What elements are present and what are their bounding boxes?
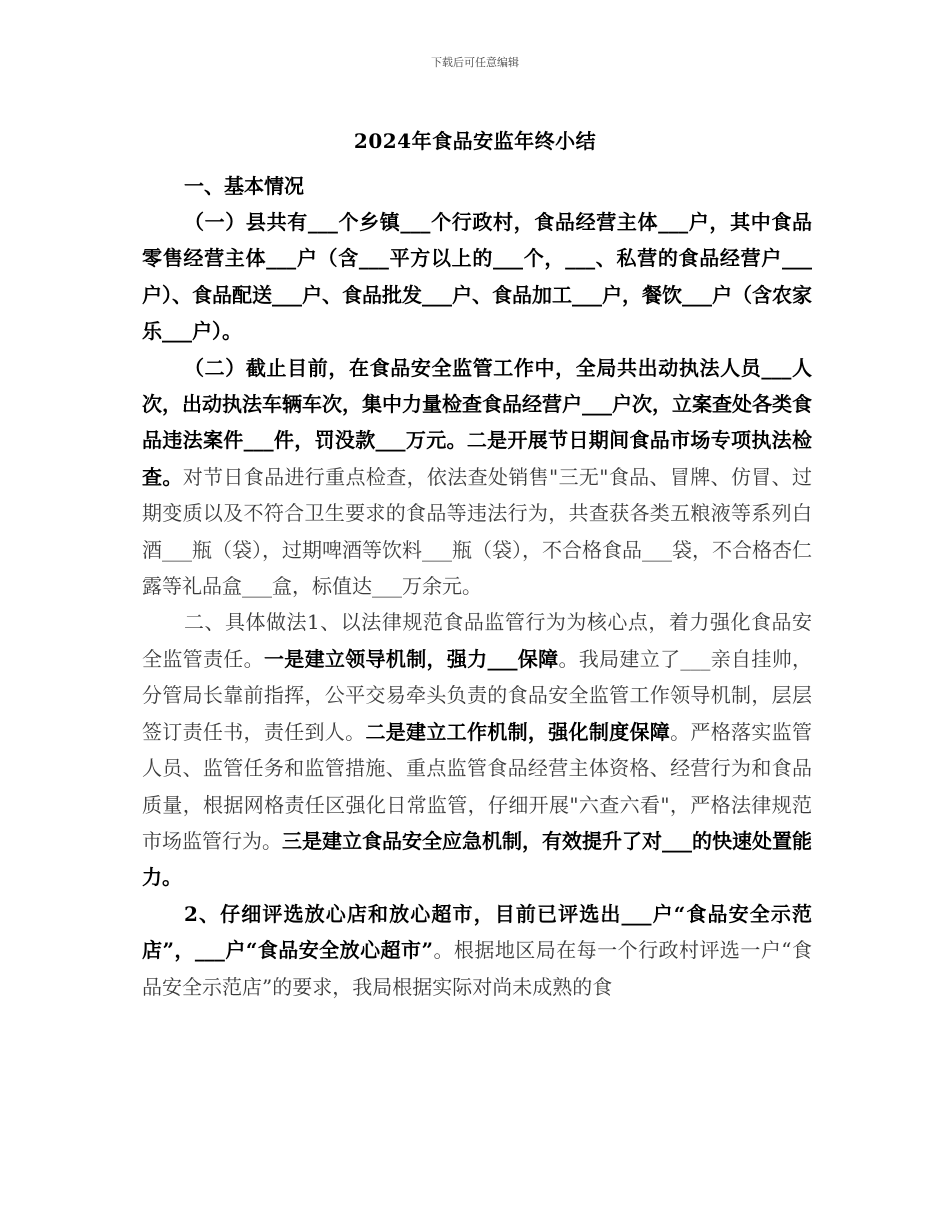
section-heading-basic-situation: 一、基本情况: [184, 174, 304, 198]
paragraph-enforcement-bold: （二）截止目前，在食品安全监管工作中，全局共出动执法人员___人次，出动执法车辆车次，集中力量检查食品经营户___户次，立案查处各类食品违法案件___件，罚没款___万元。二是开展节日期间食品市场专项执法检查。: [142, 355, 812, 489]
page-header-note: 下载后可任意编辑: [431, 56, 519, 69]
methods-point-one: 一是建立领导机制，强力___保障: [263, 646, 559, 671]
paragraph-enforcement-summary: [142, 350, 812, 605]
document-title: 2024年食品安监年终小结: [353, 129, 597, 153]
paragraph-basic-counts: （一）县共有___个乡镇___个行政村，食品经营主体___户，其中食品零售经营主体___户（含___平方以上的___个，___、私营的食品经营户___户）、食品配送___户、食品批发___户、食品加工___户，餐饮___户（含农家乐___户）。: [142, 210, 812, 344]
document-body: [142, 168, 812, 1005]
model-stores-detail: 。根据地区局在每一个行政村评选一户“食品安全示范店”的要求，我局根据实际对尚未成熟的食: [142, 938, 812, 999]
methods-point-three: 三是建立食品安全应急机制，有效提升了对___的快速处置能力。: [142, 828, 812, 890]
paragraph-specific-methods: [142, 604, 812, 895]
paragraph-model-stores: [142, 896, 812, 1005]
paragraph-enforcement-detail: 对节日食品进行重点检查，依法查处销售"三无"食品、冒牌、仿冒、过期变质以及不符合卫生要求的食品等违法行为，共查获各类五粮液等系列白酒___瓶（袋），过期啤酒等饮料___瓶（袋），不合格食品___袋，不合格杏仁露等礼品盒___盒，标值达___万余元。: [142, 464, 812, 599]
methods-intro: 二、具体做法1、以法律规范食品监管行为为核心点，着力强化食品安全监管责任。: [142, 610, 812, 671]
model-stores-bold: 2、仔细评选放心店和放心超市，目前已评选出___户“食品安全示范店”，___户“食品安全放心超市”: [142, 901, 812, 963]
methods-point-one-detail: 。我局建立了___亲自挂帅，分管局长靠前指挥，公平交易牵头负责的食品安全监管工作领导机制，层层签订责任书，责任到人。: [142, 646, 813, 744]
methods-point-two: 二是建立工作机制，强化制度保障: [365, 719, 671, 744]
methods-point-two-detail: 。严格落实监管人员、监管任务和监管措施、重点监管食品经营主体资格、经营行为和食品质量，根据网格责任区强化日常监管，仔细开展"六查六看"，严格法律规范市场监管行为。: [142, 719, 812, 853]
